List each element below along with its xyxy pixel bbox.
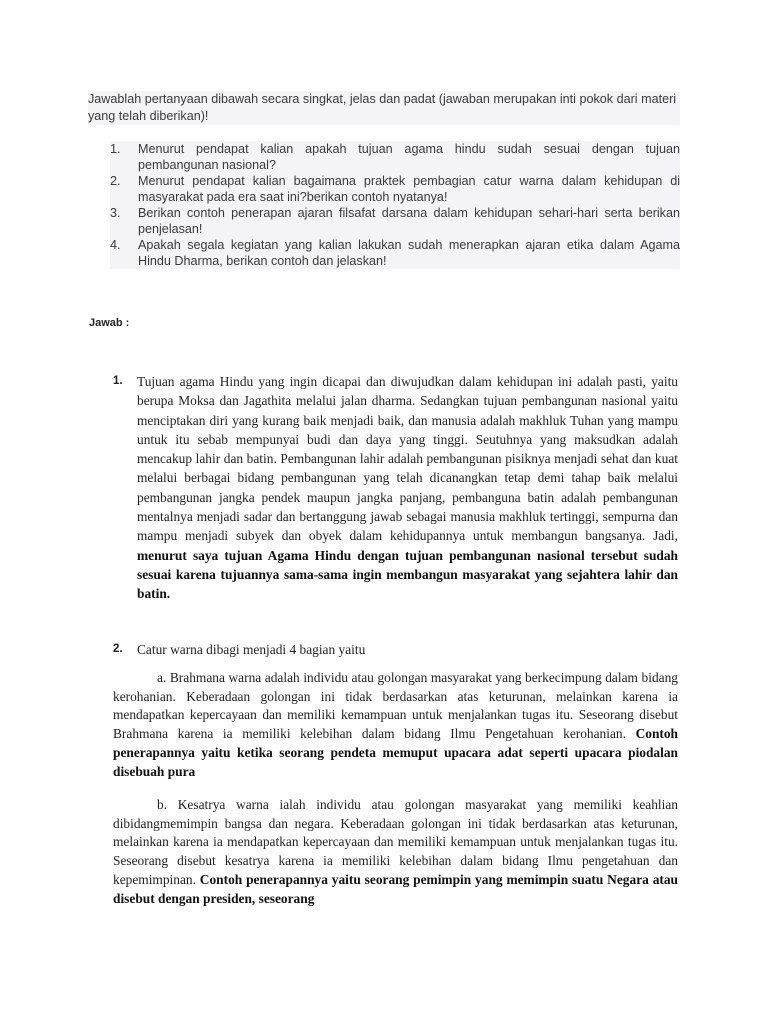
- kesatrya-example: Contoh penerapannya yaitu seorang pemimpin yang memimpin suatu Negara atau disebut dengan presiden, seseorang: [113, 871, 678, 906]
- kesatrya-text: b. Kesatrya warna ialah individu atau golongan masyarakat yang memiliki keahlian dibidangmemimpin bangsa dan negara. Keberadaan golongan ini tidak berdasarkan atas keturunan, melainkan karena ia mendapatkan kepercayaan dan memiliki kemampuan untuk menjalankan tugas itu. Seseorang disebut kesatrya karena ia memiliki kelebihan dalam bidang Ilmu pengetahuan dan kepemimpinan.: [113, 797, 678, 887]
- brahmana-example: Contoh penerapannya yaitu ketika seorang pendeta memuput upacara adat seperti upacara piodalan disebuah pura: [113, 726, 678, 779]
- answer-2-heading: [113, 640, 678, 659]
- answer-2-brahmana: [113, 669, 678, 781]
- answer-1-conclusion: menurut saya tujuan Agama Hindu dengan tujuan pembangunan nasional tersebut sudah sesuai karena tujuannya sama-sama ingin membangun masyarakat yang sejahtera lahir dan batin.: [137, 547, 678, 602]
- question-text: Menurut pendapat kalian bagaimana praktek pembagian catur warna dalam kehidupan di masyarakat pada era saat ini?berikan contoh nyatanya!: [138, 174, 680, 204]
- answer-1-text: Tujuan agama Hindu yang ingin dicapai dan diwujudkan dalam kehidupan ini adalah pasti, yaitu berupa Moksa dan Jagathita melalui jalan dharma. Sedangkan tujuan pembangunan nasional yaitu menciptakan diri yang kurang baik menjadi baik, dan manusia adalah makhluk Tuhan yang mampu untuk itu sebab mempunyai budi dan daya yang tinggi. Seutuhnya yang maksudkan adalah mencakup lahir dan batin. Pembangunan lahir adalah pembangunan pisiknya menjadi sehat dan kuat melalui berbagai bidang pembangunan yang telah dicanangkan tetap demi tahap baik melalui pembangunan jangka pendek maupun jangka panjang, pembanguna batin adalah pembangunan mentalnya menjadi sadar dan bertanggung jawab sebagai manusia makhluk tertinggi, sempurna dan mampu menjadi subyek dan obyek dalam kehidupannya untuk membangun bangsanya. Jadi,: [137, 374, 678, 544]
- question-number: 3.: [110, 206, 121, 220]
- answer-number: 2.: [113, 643, 123, 655]
- question-text: Berikan contoh penerapan ajaran filsafat darsana dalam kehidupan sehari-hari serta berikan penjelasan!: [138, 206, 680, 236]
- question-number: 1.: [110, 142, 121, 156]
- question-text: Menurut pendapat kalian apakah tujuan agama hindu sudah sesuai dengan tujuan pembangunan nasional?: [138, 142, 680, 172]
- answer-2-heading-text: Catur warna dibagi menjadi 4 bagian yaitu: [137, 642, 366, 657]
- answer-1: [113, 372, 678, 604]
- answer-number: 1.: [113, 375, 123, 387]
- list-item: [110, 205, 680, 237]
- question-text: Apakah segala kegiatan yang kalian lakukan sudah menerapkan ajaran etika dalam Agama Hindu Dharma, berikan contoh dan jelaskan!: [138, 238, 680, 268]
- answer-1-body: [137, 372, 678, 604]
- question-list: [110, 141, 680, 269]
- list-item: [110, 237, 680, 269]
- list-item: [110, 173, 680, 205]
- answer-label: Jawab :: [89, 317, 130, 329]
- answer-2-kesatrya: [113, 796, 678, 908]
- question-number: 2.: [110, 174, 121, 188]
- list-item: [110, 141, 680, 173]
- brahmana-text: a. Brahmana warna adalah individu atau golongan masyarakat yang berkecimpung dalam bidang kerohanian. Keberadaan golongan ini tidak berdasarkan atas keturunan, melainkan karena ia mendapatkan kepercayaan dan memiliki kemampuan untuk menjalankan tugas itu. Seseorang disebut Brahmana karena ia memiliki kelebihan dalam bidang Ilmu Pengetahuan kerohanian.: [113, 670, 678, 742]
- question-number: 4.: [110, 238, 121, 252]
- instruction-text: Jawablah pertanyaan dibawah secara singkat, jelas dan padat (jawaban merupakan inti pokok dari materi yang telah diberikan)!: [88, 91, 680, 125]
